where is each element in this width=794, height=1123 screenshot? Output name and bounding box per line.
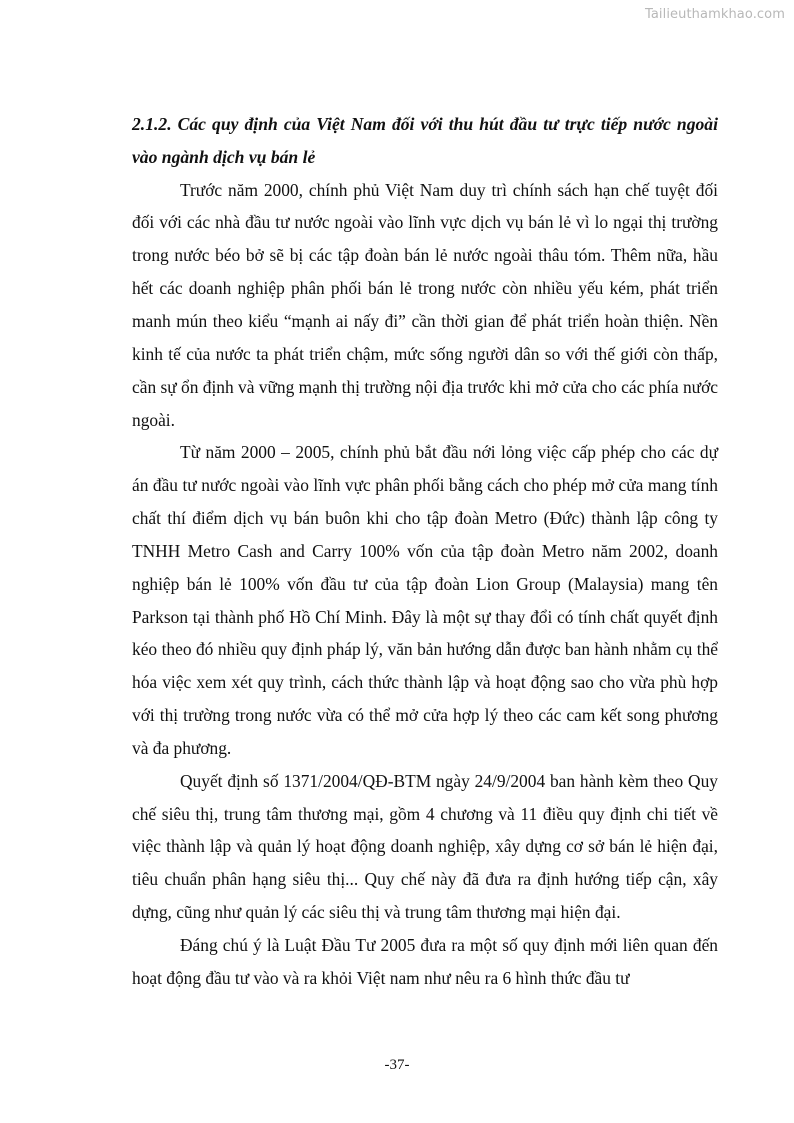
section-heading: 2.1.2. Các quy định của Việt Nam đối với thu hút đầu tư trực tiếp nước ngoài vào ngành dịch vụ bán lẻ xyxy=(132,114,718,167)
watermark-text: Tailieuthamkhao.com xyxy=(644,7,785,22)
paragraph: Trước năm 2000, chính phủ Việt Nam duy trì chính sách hạn chế tuyệt đối đối với các nhà đầu tư nước ngoài vào lĩnh vực dịch vụ bán lẻ vì lo ngại thị trường trong nước béo bở sẽ bị các tập đoàn bán lẻ nước ngoài thâu tóm. Thêm nữa, hầu hết các doanh nghiệp phân phối bán lẻ trong nước còn nhiều yếu kém, phát triển manh mún theo kiểu “mạnh ai nấy đi” cần thời gian để phát triển hoàn thiện. Nền kinh tế của nước ta phát triển chậm, mức sống người dân so với thế giới còn thấp, cần sự ổn định và vững mạnh thị trường nội địa trước khi mở cửa cho các phía nước ngoài. xyxy=(132,179,718,430)
paragraph: Quyết định số 1371/2004/QĐ-BTM ngày 24/9/2004 ban hành kèm theo Quy chế siêu thị, trung tâm thương mại, gồm 4 chương và 11 điều quy định chi tiết về việc thành lập và quản lý hoạt động doanh nghiệp, xây dựng cơ sở bán lẻ hiện đại, tiêu chuẩn phân hạng siêu thị... Quy chế này đã đưa ra định hướng tiếp cận, xây dựng, cũng như quản lý các siêu thị và trung tâm thương mại hiện đại. xyxy=(132,770,718,923)
document-body xyxy=(132,108,718,995)
page-number: -37- xyxy=(384,1057,410,1073)
paragraph: Từ năm 2000 – 2005, chính phủ bắt đầu nới lỏng việc cấp phép cho các dự án đầu tư nước ngoài vào lĩnh vực phân phối bằng cách cho phép mở cửa mang tính chất thí điểm dịch vụ bán buôn khi cho tập đoàn Metro (Đức) thành lập công ty TNHH Metro Cash and Carry 100% vốn của tập đoàn Metro năm 2002, doanh nghiệp bán lẻ 100% vốn đầu tư của tập đoàn Lion Group (Malaysia) mang tên Parkson tại thành phố Hồ Chí Minh. Đây là một sự thay đổi có tính chất quyết định kéo theo đó nhiều quy định pháp lý, văn bản hướng dẫn được ban hành nhằm cụ thể hóa việc xem xét quy trình, cách thức thành lập và hoạt động sao cho vừa phù hợp với thị trường trong nước vừa có thể mở cửa hợp lý theo các cam kết song phương và đa phương. xyxy=(132,442,718,758)
paragraph: Đáng chú ý là Luật Đầu Tư 2005 đưa ra một số quy định mới liên quan đến hoạt động đầu tư vào và ra khỏi Việt nam như nêu ra 6 hình thức đầu tư xyxy=(132,935,718,988)
